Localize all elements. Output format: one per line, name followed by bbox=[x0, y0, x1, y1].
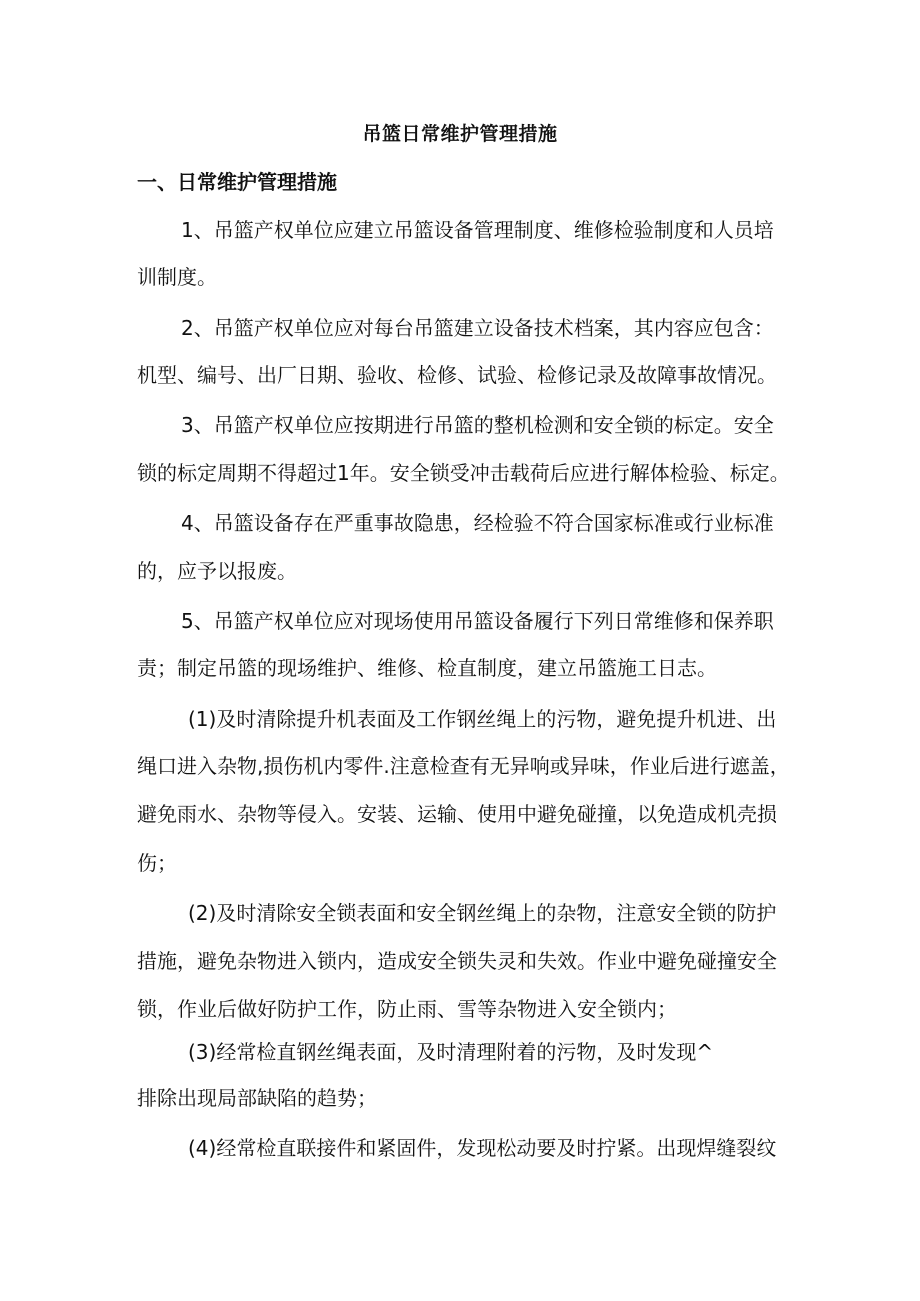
paragraph-2-line-2: 机型、编号、出厂日期、验收、检修、试验、检修记录及故障事故情况。 bbox=[137, 363, 777, 387]
item-1-line-3: 避免雨水、杂物等侵入。安装、运输、使用中避免碰撞，以免造成机壳损 bbox=[137, 802, 777, 826]
paragraph-5-line-1: 5、吊篮产权单位应对现场使用吊篮设备履行下列日常维修和保养职 bbox=[181, 609, 774, 633]
item-2-line-3: 锁，作业后做好防护工作，防止雨、雪等杂物进入安全锁内； bbox=[137, 997, 677, 1021]
item-3-line-2: 排除出现局部缺陷的趋势； bbox=[137, 1086, 377, 1110]
section-heading: 一、日常维护管理措施 bbox=[137, 170, 337, 194]
document-title: 吊篮日常维护管理措施 bbox=[362, 123, 558, 145]
paragraph-4-line-1: 4、吊篮设备存在严重事故隐患，经检验不符合国家标准或行业标准 bbox=[181, 511, 774, 535]
paragraph-4-line-2: 的，应予以报废。 bbox=[137, 559, 297, 583]
paragraph-1-line-1: 1、吊篮产权单位应建立吊篮设备管理制度、维修检验制度和人员培 bbox=[181, 218, 774, 242]
paragraph-3-line-1: 3、吊篮产权单位应按期进行吊篮的整机检测和安全锁的标定。安全 bbox=[181, 413, 774, 437]
paragraph-3-line-2: 锁的标定周期不得超过1年。安全锁受冲击载荷后应进行解体检验、标定。 bbox=[137, 461, 790, 485]
item-1-line-4: 伤； bbox=[137, 851, 177, 875]
item-4-line-1: (4)经常检直联接件和紧固件，发现松动要及时拧紧。出现焊缝裂纹 bbox=[188, 1136, 777, 1160]
paragraph-1-line-2: 训制度。 bbox=[137, 265, 217, 289]
item-2-line-2: 措施，避免杂物进入锁内，造成安全锁失灵和失效。作业中避免碰撞安全 bbox=[137, 949, 777, 973]
item-2-line-1: (2)及时清除安全锁表面和安全钢丝绳上的杂物，注意安全锁的防护 bbox=[188, 901, 777, 925]
item-1-line-1: (1)及时清除提升机表面及工作钢丝绳上的污物，避免提升机进、出 bbox=[188, 707, 777, 731]
paragraph-5-line-2: 责；制定吊篮的现场维护、维修、检直制度，建立吊篮施工日志。 bbox=[137, 656, 717, 680]
item-3-line-1: (3)经常检直钢丝绳表面，及时清理附着的污物，及时发现^ bbox=[188, 1040, 714, 1064]
item-1-line-2: 绳口进入杂物,损伤机内零件.注意检查有无异响或异味，作业后进行遮盖， bbox=[137, 754, 790, 778]
paragraph-2-line-1: 2、吊篮产权单位应对每台吊篮建立设备技术档案，其内容应包含： bbox=[181, 316, 774, 340]
